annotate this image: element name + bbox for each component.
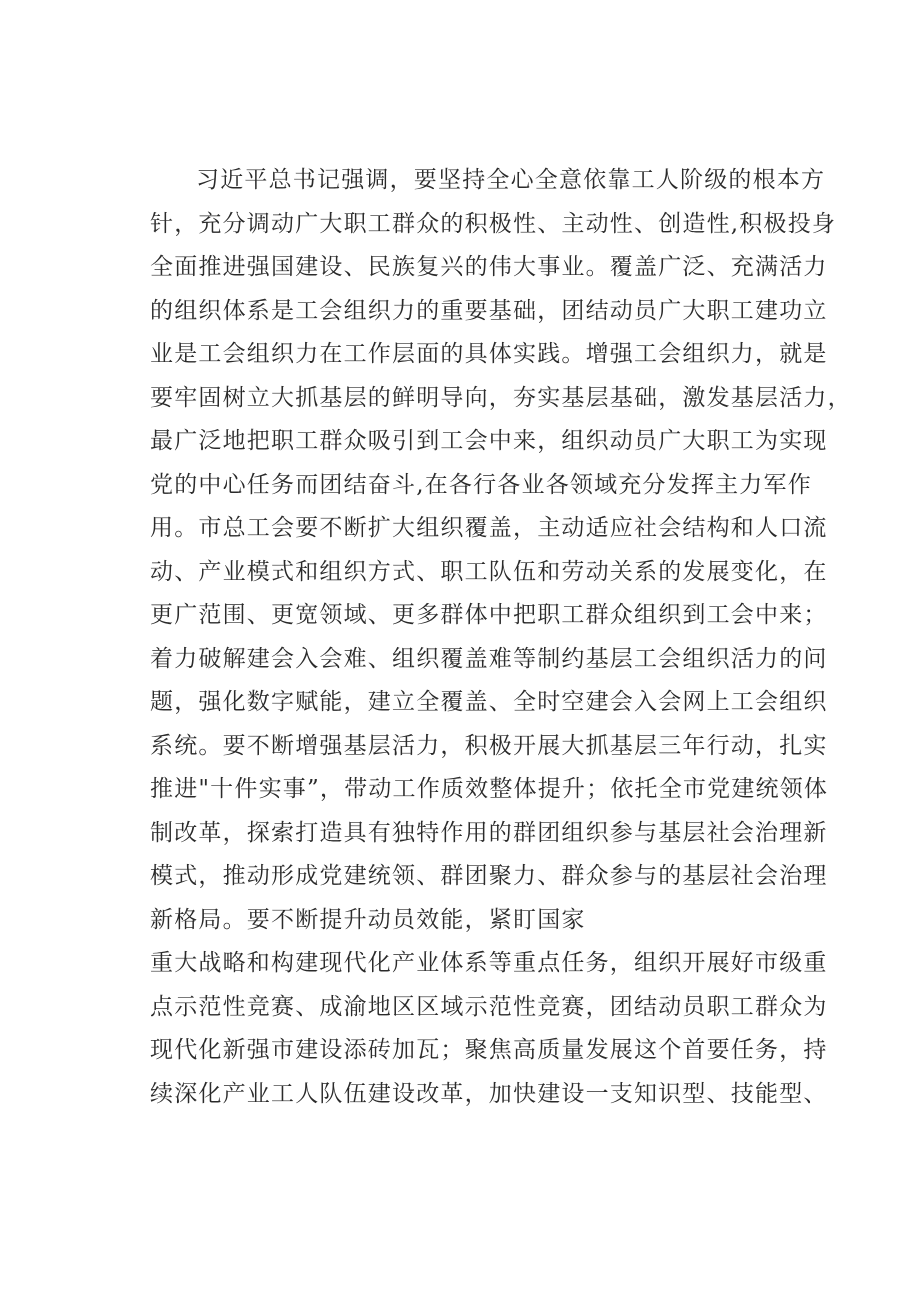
body-paragraph: [150, 159, 852, 1116]
text-line: 新格局。要不断提升动员效能，紧盯国家: [150, 906, 586, 933]
text-line: 题，强化数字赋能，建立全覆盖、全时空建会入会网上工会组织: [150, 689, 828, 715]
text-line: 要牢固树立大抓基层的鲜明导向，夯实基层基础，激发基层活力，: [150, 384, 852, 411]
text-line: 着力破解建会入会难、组织覆盖难等制约基层工会组织活力的问: [150, 645, 828, 672]
text-line: 习近平总书记强调，要坚持全心全意依靠工人阶级的根本方: [196, 167, 826, 193]
text-line: 用。市总工会要不断扩大组织覆盖，主动适应社会结构和人口流: [150, 515, 828, 541]
text-line: 动、产业模式和组织方式、职工队伍和劳动关系的发展变化，在: [150, 558, 828, 585]
text-line: 针，充分调动广大职工群众的积极性、主动性、创造性,积极投身: [150, 210, 837, 237]
text-line: 系统。要不断增强基层活力，积极开展大抓基层三年行动，扎实: [150, 732, 828, 759]
text-line: 现代化新强市建设添砖加瓦；聚焦高质量发展这个首要任务，持: [150, 1037, 828, 1063]
text-line: 全面推进强国建设、民族复兴的伟大事业。覆盖广泛、充满活力: [150, 254, 828, 280]
text-line: 制改革，探索打造具有独特作用的群团组织参与基层社会治理新: [150, 819, 828, 846]
text-line: 业是工会组织力在工作层面的具体实践。增强工会组织力，就是: [150, 341, 828, 367]
text-line: 最广泛地把职工群众吸引到工会中来，组织动员广大职工为实现: [150, 428, 828, 454]
text-line: 续深化产业工人队伍建设改革，加快建设一支知识型、技能型、: [150, 1080, 828, 1107]
text-line: 推进"十件实事”，带动工作质效整体提升；依托全市党建统领体: [150, 776, 829, 802]
text-line: 模式，推动形成党建统领、群团聚力、群众参与的基层社会治理: [150, 863, 828, 889]
text-line: 更广范围、更宽领域、更多群体中把职工群众组织到工会中来；: [150, 602, 828, 628]
text-line: 重大战略和构建现代化产业体系等重点任务，组织开展好市级重: [150, 950, 828, 976]
text-line: 党的中心任务而团结奋斗,在各行各业各领域充分发挥主力军作: [150, 471, 812, 498]
text-line: 点示范性竞赛、成渝地区区域示范性竞赛，团结动员职工群众为: [150, 993, 828, 1020]
text-line: 的组织体系是工会组织力的重要基础，团结动员广大职工建功立: [150, 297, 828, 324]
